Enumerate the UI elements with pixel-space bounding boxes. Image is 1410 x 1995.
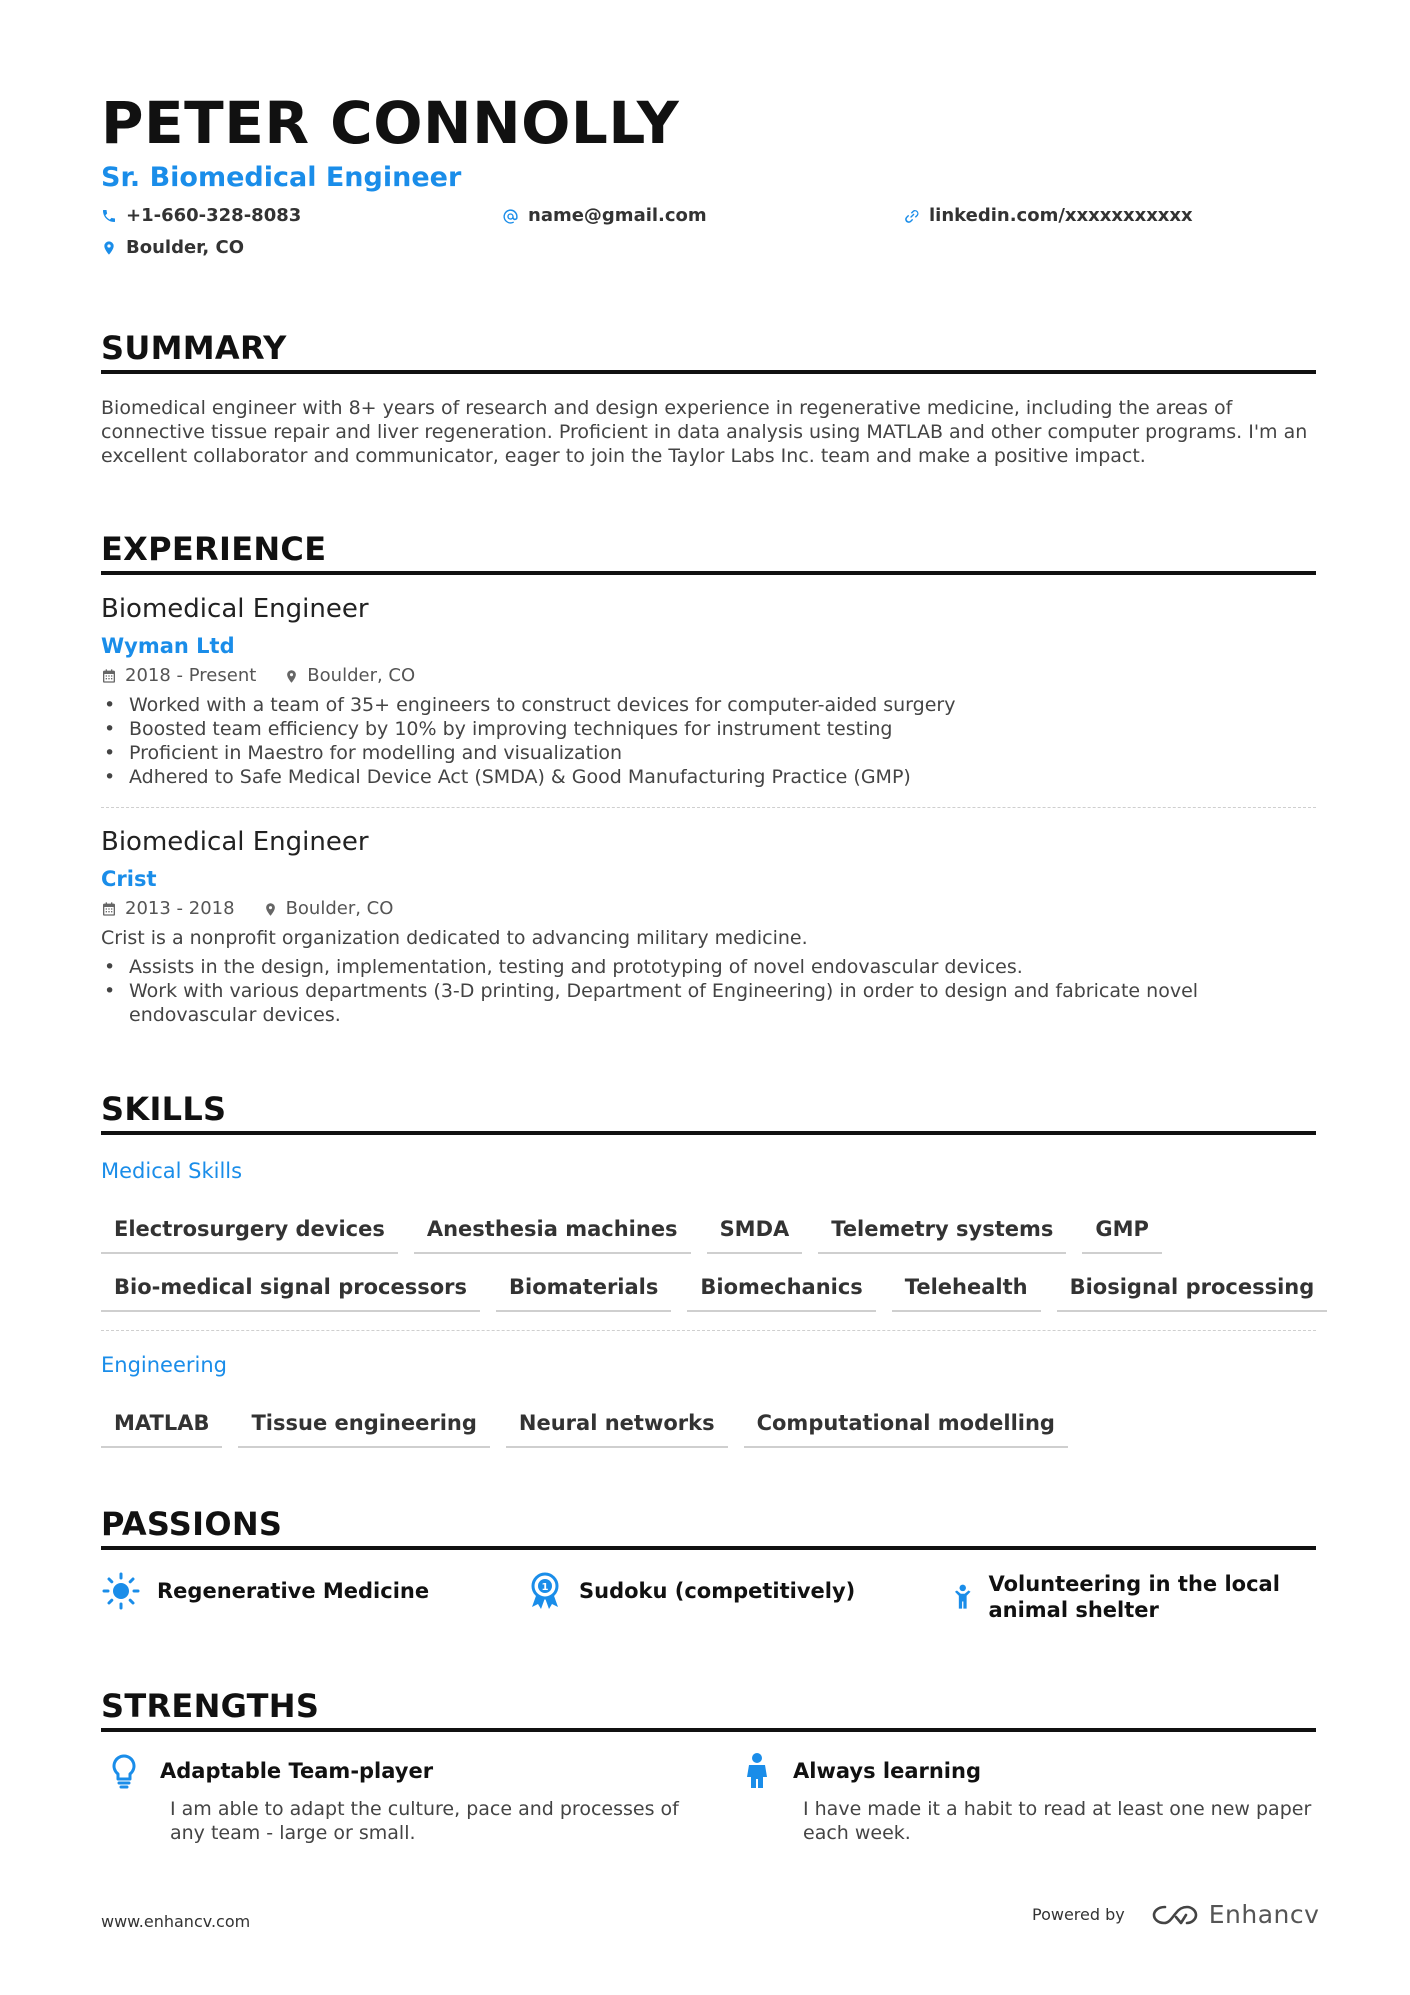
person-icon: [953, 1577, 972, 1617]
summary-text: Biomedical engineer with 8+ years of research and design experience in regenerative medicine, including the areas of connective tissue repair and liver regeneration. Proficient in data analysis using MATLAB and other computer programs. I'm an excellent collaborator and communicator, eager to join the Taylor Labs Inc. team and make a positive impact.: [101, 397, 1308, 467]
job-meta: [101, 897, 421, 921]
job-dates-text: 2018 - Present: [125, 665, 257, 686]
passion-item: [101, 1571, 481, 1611]
strength-item: [743, 1753, 1323, 1845]
job-dates: [101, 664, 256, 688]
phone-text: +1-660-328-8083: [126, 205, 302, 226]
skill-chip: Computational modelling: [744, 1409, 1068, 1448]
skill-chip: GMP: [1082, 1215, 1162, 1254]
job-location: [284, 664, 415, 688]
link-icon: [903, 208, 920, 225]
skill-chip: MATLAB: [101, 1409, 222, 1448]
job-meta: [101, 664, 443, 688]
summary-divider: [101, 370, 1316, 374]
skill-group-separator: [101, 1330, 1316, 1331]
job-title: Biomedical Engineer: [101, 827, 369, 857]
passion-label: Sudoku (competitively): [579, 1579, 856, 1603]
passion-item: [527, 1571, 907, 1611]
calendar-icon: [101, 901, 117, 917]
strength-header: [743, 1753, 1323, 1789]
skill-group-medical: Medical Skills: [101, 1159, 243, 1183]
location-pin-icon: [263, 901, 278, 918]
enhancv-logo-icon: [1151, 1903, 1199, 1927]
strengths-heading: STRENGTHS: [101, 1687, 320, 1725]
job-dates: [101, 897, 235, 921]
linkedin-text: linkedin.com/xxxxxxxxxxx: [929, 205, 1193, 226]
list-item: • Proficient in Maestro for modelling and visualization: [101, 741, 1316, 765]
job-location-text: Boulder, CO: [285, 898, 394, 919]
skill-chip: Biomaterials: [496, 1273, 671, 1312]
skills-divider: [101, 1131, 1316, 1135]
passion-label: Regenerative Medicine: [157, 1579, 430, 1603]
job-dates-text: 2013 - 2018: [125, 898, 235, 919]
strength-item: [110, 1753, 690, 1845]
candidate-name: PETER CONNOLLY: [101, 89, 680, 157]
skill-chip: Anesthesia machines: [414, 1215, 691, 1254]
skill-chip: Biomechanics: [687, 1273, 875, 1312]
strength-title: Always learning: [793, 1759, 981, 1783]
job-title: Biomedical Engineer: [101, 594, 369, 624]
experience-heading: EXPERIENCE: [101, 530, 327, 568]
skill-chip: Bio-medical signal processors: [101, 1273, 480, 1312]
strength-description: I am able to adapt the culture, pace and processes of any team - large or small.: [170, 1798, 679, 1844]
strengths-divider: [101, 1728, 1316, 1732]
skill-chip: Tissue engineering: [238, 1409, 489, 1448]
list-item: • Adhered to Safe Medical Device Act (SMDA) & Good Manufacturing Practice (GMP): [101, 765, 1316, 789]
contact-email[interactable]: [502, 204, 707, 228]
person-icon: [743, 1753, 771, 1789]
summary-heading: SUMMARY: [101, 329, 287, 367]
footer-website[interactable]: www.enhancv.com: [101, 1912, 251, 1931]
phone-icon: [101, 208, 117, 224]
footer-branding: [1032, 1900, 1319, 1929]
skill-chip: Neural networks: [506, 1409, 728, 1448]
calendar-icon: [101, 668, 117, 684]
email-text: name@gmail.com: [528, 205, 707, 226]
job-company: Wyman Ltd: [101, 634, 235, 658]
strength-title: Adaptable Team-player: [160, 1759, 434, 1783]
skill-chips-engineering: [101, 1409, 1341, 1448]
list-item: • Work with various departments (3-D printing, Department of Engineering) in order to design and fabricate novel endovascular devices.: [101, 979, 1316, 1027]
job-location: [263, 897, 394, 921]
location-pin-icon: [284, 668, 299, 685]
location-pin-icon: [101, 239, 117, 257]
at-icon: [502, 208, 519, 225]
lightbulb-icon: [110, 1753, 138, 1789]
job-location-text: Boulder, CO: [307, 665, 416, 686]
job-company: Crist: [101, 867, 157, 891]
passion-label: Volunteering in the local animal shelter: [988, 1572, 1280, 1622]
skill-chip: SMDA: [707, 1215, 803, 1254]
contact-location: [101, 236, 244, 260]
job-description: Crist is a nonprofit organization dedicated to advancing military medicine.: [101, 927, 808, 949]
passions-divider: [101, 1546, 1316, 1550]
skill-chip: Telehealth: [892, 1273, 1041, 1312]
list-item: • Worked with a team of 35+ engineers to construct devices for computer-aided surgery: [101, 693, 1316, 717]
job-bullets: [101, 955, 1316, 1027]
contact-phone[interactable]: [101, 204, 301, 228]
candidate-role: Sr. Biomedical Engineer: [101, 162, 462, 193]
skill-chip: Telemetry systems: [818, 1215, 1066, 1254]
list-item: • Assists in the design, implementation, testing and prototyping of novel endovascular devices.: [101, 955, 1316, 979]
list-item: • Boosted team efficiency by 10% by improving techniques for instrument testing: [101, 717, 1316, 741]
award-ribbon-icon: [527, 1571, 563, 1611]
passions-heading: PASSIONS: [101, 1505, 283, 1543]
powered-by-text: Powered by: [1032, 1905, 1125, 1924]
skill-chips-medical: [101, 1215, 1341, 1312]
job-separator: [101, 807, 1316, 808]
brand[interactable]: [1151, 1900, 1320, 1929]
skill-chip: Biosignal processing: [1057, 1273, 1328, 1312]
brand-name: Enhancv: [1208, 1900, 1320, 1929]
sun-icon: [101, 1571, 141, 1611]
skills-heading: SKILLS: [101, 1090, 227, 1128]
passion-item: [953, 1571, 1293, 1623]
skill-group-engineering: Engineering: [101, 1353, 227, 1377]
job-bullets: [101, 693, 1316, 789]
contact-linkedin[interactable]: [903, 204, 1193, 228]
location-text: Boulder, CO: [126, 237, 245, 258]
skill-chip: Electrosurgery devices: [101, 1215, 398, 1254]
strength-description: I have made it a habit to read at least one new paper each week.: [803, 1798, 1312, 1844]
strength-header: [110, 1753, 690, 1789]
experience-divider: [101, 571, 1316, 575]
svg-text:1: 1: [541, 1582, 549, 1593]
